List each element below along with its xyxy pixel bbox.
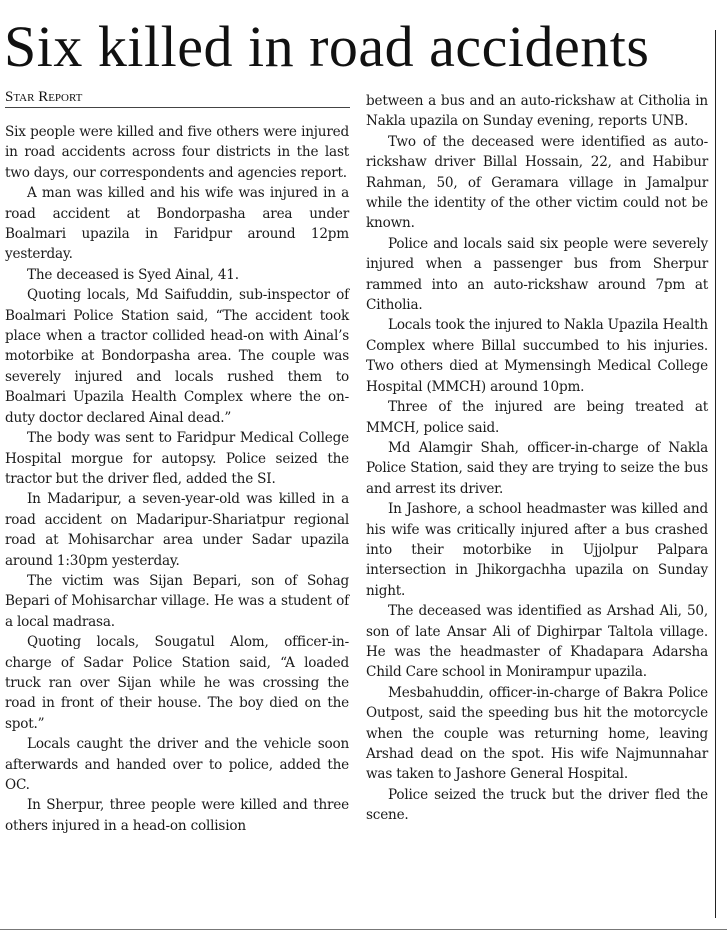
paragraph: In Madaripur, a seven-year-old was killed in a road accident on Madaripur-Shariatpur regional road at Mohisarchar area under Sadar upazila around 1:30pm yesterday. [5, 491, 349, 569]
paragraph: Three of the injured are being treated at MMCH, police said. [366, 399, 708, 436]
column-rule [715, 30, 716, 918]
byline: Star Report [5, 88, 350, 108]
bottom-rule [0, 929, 727, 930]
article-column-2 [366, 91, 708, 826]
headline: Six killed in road accidents [4, 14, 650, 79]
paragraph: Two of the deceased were identified as auto-rickshaw driver Billal Hossain, 22, and Habibur Rahman, 50, of Geramara village in Jamalpur while the identity of the other victim could not be known. [366, 133, 708, 232]
paragraph: Md Alamgir Shah, officer-in-charge of Nakla Police Station, said they are trying to seize the bus and arrest its driver. [366, 439, 708, 497]
paragraph: Mesbahuddin, officer-in-charge of Bakra Police Outpost, said the speeding bus hit the motorcycle when the couple was returning home, leaving Arshad dead on the spot. His wife Najmunnahar was taken to Jashore General Hospital. [366, 684, 708, 783]
article-column-1 [5, 122, 349, 836]
paragraph: Locals caught the driver and the vehicle soon afterwards and handed over to police, added the OC. [5, 736, 349, 793]
paragraph: Locals took the injured to Nakla Upazila Health Complex where Billal succumbed to his injuries. Two others died at Mymensingh Medical College Hospital (MMCH) around 10pm. [366, 317, 708, 395]
paragraph: The body was sent to Faridpur Medical College Hospital morgue for autopsy. Police seized the tractor but the driver fled, added the SI. [5, 430, 349, 487]
paragraph: Six people were killed and five others were injured in road accidents across four districts in the last two days, our correspondents and agencies report. [5, 124, 349, 181]
paragraph: A man was killed and his wife was injured in a road accident at Bondorpasha area under Boalmari upazila in Faridpur around 12pm yesterday. [5, 185, 349, 263]
paragraph: Police and locals said six people were severely injured when a passenger bus from Sherpur rammed into an auto-rickshaw around 7pm at Citholia. [366, 235, 708, 314]
paragraph: In Sherpur, three people were killed and three others injured in a head-on collision [5, 797, 349, 834]
paragraph: The deceased was identified as Arshad Ali, 50, son of late Ansar Ali of Dighirpar Taltola village. He was the headmaster of Khadapara Adarsha Child Care school in Monirampur upazila. [366, 603, 708, 681]
paragraph: between a bus and an auto-rickshaw at Citholia in Nakla upazila on Sunday evening, reports UNB. [366, 93, 708, 130]
paragraph: The deceased is Syed Ainal, 41. [27, 266, 239, 283]
paragraph: Quoting locals, Sougatul Alom, officer-in-charge of Sadar Police Station said, “A loaded truck ran over Sijan while he was crossing the road in front of their house. The boy died on the spot.” [5, 634, 349, 732]
paragraph: Quoting locals, Md Saifuddin, sub-inspector of Boalmari Police Station said, “The accident took place when a tractor collided head-on with Ainal’s motorbike at Bondorpasha area. The couple was severely injured and locals rushed them to Boalmari Upazila Health Complex where the on-duty doctor declared Ainal dead.” [5, 287, 349, 426]
paragraph: In Jashore, a school headmaster was killed and his wife was critically injured after a bus crashed into their motorbike in Ujjolpur Palpara intersection in Jhikorgachha upazila on Sunday night. [366, 501, 708, 599]
paragraph: Police seized the truck but the driver fled the scene. [366, 786, 708, 824]
paragraph: The victim was Sijan Bepari, son of Sohag Bepari of Mohisarchar village. He was a student of a local madrasa. [5, 572, 349, 630]
